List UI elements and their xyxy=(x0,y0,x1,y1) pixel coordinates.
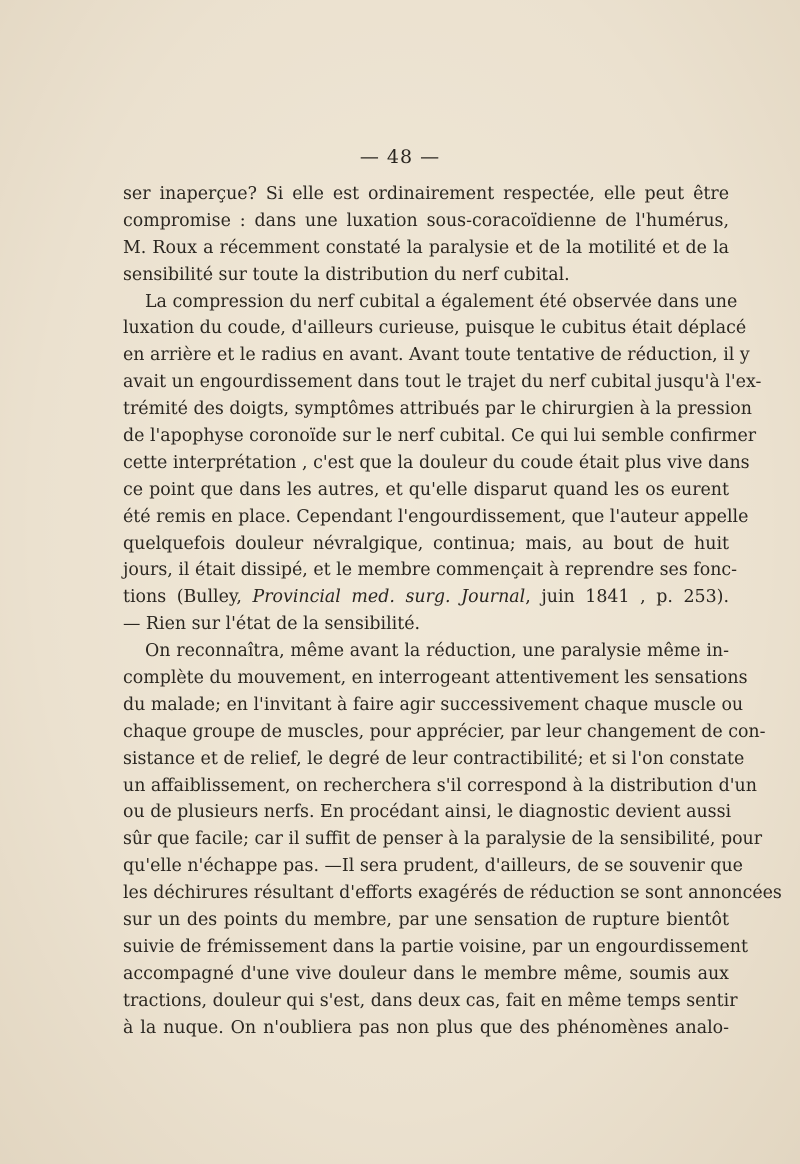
text-line: luxation du coude, d'ailleurs curieuse, puisque le cubitus était déplacé xyxy=(123,318,747,339)
text-line: tractions, douleur qui s'est, dans deux cas, fait en même temps sentir xyxy=(123,990,738,1011)
page-number: — 48 — xyxy=(359,146,441,168)
text-line: sur un des points du membre, par une sensation de rupture bientôt xyxy=(123,910,729,931)
text-line: ce point que dans les autres, et qu'elle disparut quand les os eurent xyxy=(123,479,729,500)
text-line: sistance et de relief, le degré de leur contractibilité; et si l'on constate xyxy=(123,748,745,769)
text-line: de l'apophyse coronoïde sur le nerf cubital. Ce qui lui semble confirmer xyxy=(123,426,757,447)
text-line: jours, il était dissipé, et le membre commençait à reprendre ses fonc- xyxy=(123,560,738,581)
text-line: sûr que facile; car il suffit de penser à la paralysie de la sensibilité, pour xyxy=(123,829,763,850)
text-line: accompagné d'une vive douleur dans le membre même, soumis aux xyxy=(123,963,729,984)
text-line: — Rien sur l'état de la sensibilité. xyxy=(123,614,421,635)
text-line: les déchirures résultant d'efforts exagérés de réduction se sont annoncées xyxy=(123,883,782,904)
text-line: M. Roux a récemment constaté la paralysie et de la motilité et de la xyxy=(123,237,729,258)
text-line: chaque groupe de muscles, pour apprécier, par leur changement de con- xyxy=(123,721,766,742)
text-line: à la nuque. On n'oubliera pas non plus que des phénomènes analo- xyxy=(123,1017,729,1038)
text-line: complète du mouvement, en interrogeant attentivement les sensations xyxy=(123,668,748,689)
text-line: sensibilité sur toute la distribution du nerf cubital. xyxy=(123,264,570,285)
text-line: un affaiblissement, on recherchera s'il correspond à la distribution d'un xyxy=(123,775,757,796)
text-line: compromise : dans une luxation sous-coracoïdienne de l'humérus, xyxy=(123,210,729,231)
text-line: La compression du nerf cubital a également été observée dans une xyxy=(145,291,738,312)
text-line-citation: tions (Bulley, Provincial med. surg. Journal, juin 1841 , p. 253). xyxy=(123,587,729,608)
text-line: été remis en place. Cependant l'engourdissement, que l'auteur appelle xyxy=(123,506,749,527)
text-line: On reconnaîtra, même avant la réduction, une paralysie même in- xyxy=(145,641,729,662)
text-line: ou de plusieurs nerfs. En procédant ainsi, le diagnostic devient aussi xyxy=(123,802,732,823)
text-line: en arrière et le radius en avant. Avant toute tentative de réduction, il y xyxy=(123,345,750,366)
body-text xyxy=(123,181,782,1042)
journal-title: Provincial med. surg. Journal xyxy=(252,587,526,608)
text-line: ser inaperçue? Si elle est ordinairement respectée, elle peut être xyxy=(123,184,729,204)
text-line: suivie de frémissement dans la partie voisine, par un engourdissement xyxy=(123,936,748,957)
text-line: quelquefois douleur névralgique, continua; mais, au bout de huit xyxy=(123,533,729,554)
text-line: trémité des doigts, symptômes attribués par le chirurgien à la pression xyxy=(123,399,752,420)
text-line: qu'elle n'échappe pas. —Il sera prudent, d'ailleurs, de se souvenir que xyxy=(123,856,743,877)
text-line: du malade; en l'invitant à faire agir successivement chaque muscle ou xyxy=(123,694,744,715)
text-line: cette interprétation , c'est que la douleur du coude était plus vive dans xyxy=(123,452,750,473)
text-line: avait un engourdissement dans tout le trajet du nerf cubital jusqu'à l'ex- xyxy=(123,372,762,393)
